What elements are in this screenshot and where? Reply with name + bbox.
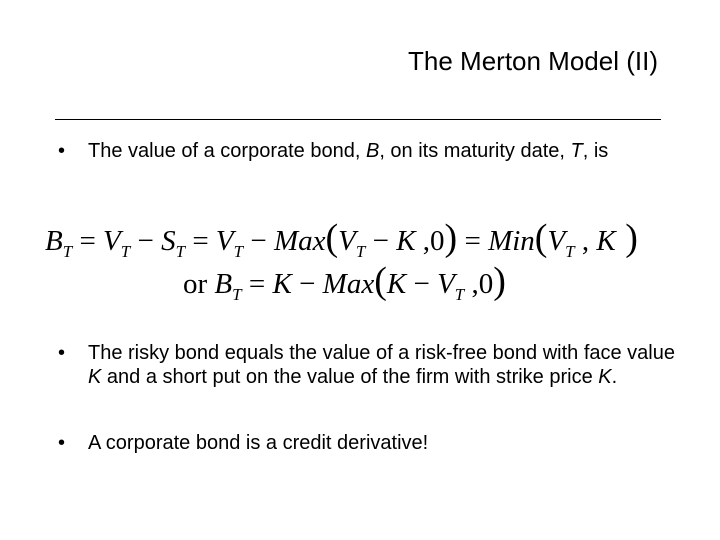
equation-subscript: T: [565, 242, 575, 261]
equation-token: K: [396, 225, 416, 257]
equation-token: K: [386, 268, 407, 300]
text-run: , is: [582, 140, 609, 162]
equation-token: or: [183, 268, 215, 300]
equation-token: V: [215, 225, 234, 257]
equation-token: −: [406, 268, 438, 300]
equation-subscript: T: [232, 285, 242, 304]
equation-token: Min: [488, 225, 535, 257]
equation-bracket: (: [534, 217, 548, 259]
bullet-item-3: [58, 431, 683, 455]
equation-subscript: T: [355, 242, 366, 261]
equation-token: ,0: [464, 268, 494, 300]
math-variable: K: [598, 366, 612, 388]
equation-token: S: [161, 225, 176, 257]
equation-token: ,: [574, 225, 597, 257]
equation-line-1: [45, 217, 638, 261]
equation-subscript: T: [454, 285, 465, 304]
text-run: A corporate bond is a credit derivative!: [88, 432, 429, 454]
merton-equations: [0, 200, 720, 310]
equation-token: −: [243, 225, 274, 257]
equation-token: =: [185, 225, 216, 257]
title-divider: [55, 119, 661, 120]
equation-bracket: (: [325, 217, 339, 259]
slide-title: The Merton Model (II): [408, 46, 658, 76]
bullet-text: [88, 431, 683, 455]
equation-subscript: T: [120, 242, 131, 261]
equation-token: K: [596, 225, 616, 257]
bullet-item-1: [58, 139, 683, 163]
equation-bracket: (: [374, 260, 387, 302]
equation-bracket: ): [615, 217, 638, 259]
bullet-item-2: [58, 341, 683, 389]
equation-token: =: [457, 225, 489, 257]
bullet-marker: •: [58, 342, 66, 364]
text-run: , on its maturity date,: [379, 140, 571, 162]
equation-token: −: [291, 268, 323, 300]
bullet-marker: •: [58, 140, 66, 162]
equation-token: V: [547, 225, 566, 257]
equation-token: Max: [322, 268, 375, 300]
equation-token: =: [241, 268, 273, 300]
equation-token: V: [437, 268, 455, 300]
text-run: The value of a corporate bond,: [88, 140, 366, 162]
equation-token: B: [214, 268, 233, 300]
math-variable: T: [570, 140, 583, 162]
equation-line-2: [183, 260, 506, 304]
math-variable: B: [365, 140, 380, 162]
equation-token: =: [72, 225, 104, 257]
text-run: and a short put on the value of the firm with strike price: [101, 366, 599, 388]
bullet-marker: •: [58, 432, 66, 454]
equation-subscript: T: [233, 242, 244, 261]
equation-token: V: [103, 225, 121, 257]
bullet-text: [88, 139, 683, 163]
equation-token: V: [338, 225, 356, 257]
equation-token: −: [365, 225, 397, 257]
equation-subscript: T: [175, 242, 186, 261]
equation-bracket: ): [444, 217, 458, 259]
equation-token: B: [45, 225, 63, 257]
equation-token: ,0: [415, 225, 445, 257]
bullet-text: [88, 341, 683, 389]
text-run: .: [611, 366, 618, 388]
equation-subscript: T: [62, 242, 73, 261]
math-variable: K: [88, 366, 102, 388]
equation-bracket: ): [493, 260, 506, 302]
text-run: The risky bond equals the value of a risk-free bond with face value: [88, 342, 675, 364]
equation-token: −: [130, 225, 162, 257]
equation-token: K: [272, 268, 292, 300]
equation-token: Max: [273, 225, 326, 257]
